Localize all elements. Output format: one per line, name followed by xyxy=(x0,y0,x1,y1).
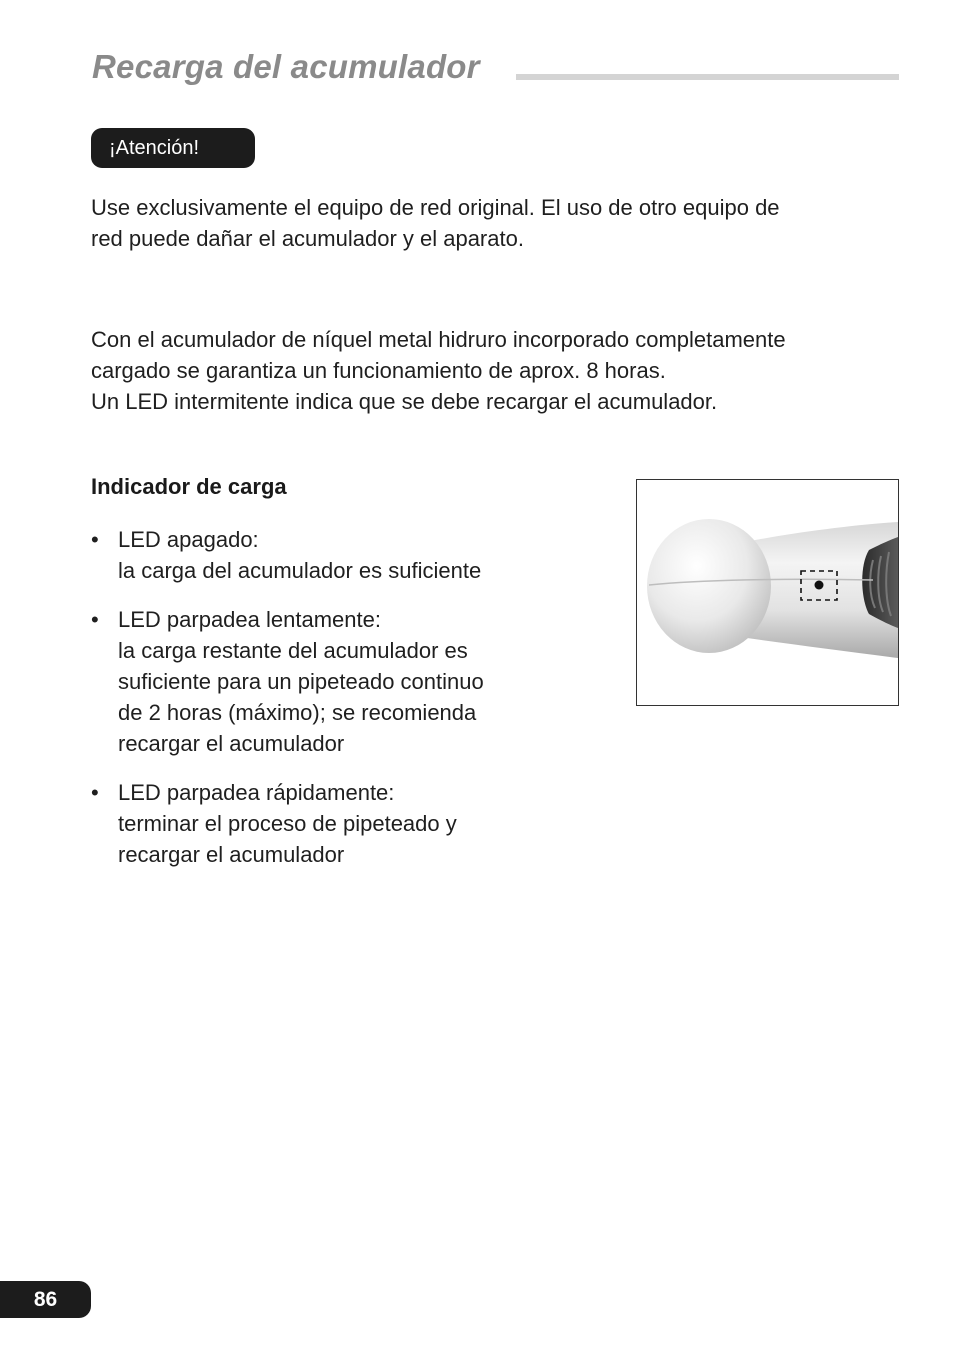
page-number: 86 xyxy=(0,1281,91,1318)
warning-line: red puede dañar el acumulador y el aparato. xyxy=(91,226,524,251)
warning-paragraph xyxy=(91,192,780,254)
warning-line: Use exclusivamente el equipo de red original. El uso de otro equipo de xyxy=(91,195,780,220)
list-item-text: terminar el proceso de pipeteado y xyxy=(118,811,457,836)
pipette-device-illustration xyxy=(637,480,898,705)
page-title: Recarga del acumulador xyxy=(92,48,480,85)
list-item-title: LED apagado: xyxy=(118,527,259,552)
list-item-text: la carga restante del acumulador es xyxy=(118,638,468,663)
list-item xyxy=(91,524,484,586)
list-item xyxy=(91,777,484,870)
battery-line: Un LED intermitente indica que se debe recargar el acumulador. xyxy=(91,389,718,414)
attention-badge: ¡Atención! xyxy=(91,128,255,168)
device-led-photo xyxy=(636,479,899,706)
bullet-icon: • xyxy=(91,607,99,632)
list-item-title: LED parpadea rápidamente: xyxy=(118,780,395,805)
list-item-text: recargar el acumulador xyxy=(118,842,345,867)
charge-indicator-list xyxy=(91,524,484,888)
device-knob xyxy=(647,519,771,653)
led-indicator-icon xyxy=(815,581,824,590)
list-item xyxy=(91,604,484,759)
battery-line: Con el acumulador de níquel metal hidruro incorporado completamente xyxy=(91,327,786,352)
battery-paragraph xyxy=(91,324,786,417)
list-item-title: LED parpadea lentamente: xyxy=(118,607,381,632)
battery-line: cargado se garantiza un funcionamiento de aprox. 8 horas. xyxy=(91,358,666,383)
bullet-icon: • xyxy=(91,780,99,805)
list-item-text: de 2 horas (máximo); se recomienda xyxy=(118,700,477,725)
list-item-text: suficiente para un pipeteado continuo xyxy=(118,669,484,694)
title-rule xyxy=(516,74,899,80)
bullet-icon: • xyxy=(91,527,99,552)
list-item-text: la carga del acumulador es suficiente xyxy=(118,558,482,583)
list-item-text: recargar el acumulador xyxy=(118,731,345,756)
charge-indicator-heading: Indicador de carga xyxy=(91,474,287,499)
